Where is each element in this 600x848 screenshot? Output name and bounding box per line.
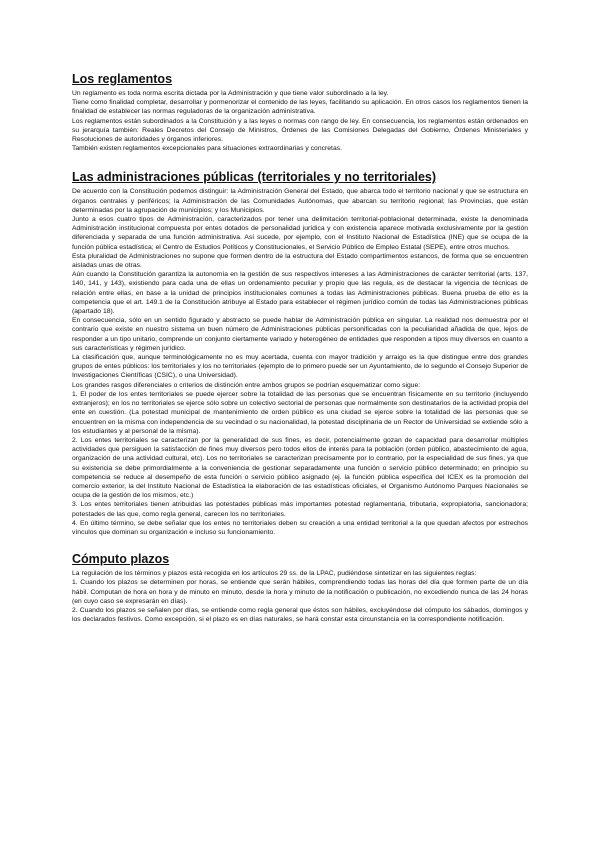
list-item: 2. Cuando los plazos se señalen por días, se entiende como regla general que éstos son hábiles, excluyéndose del cómputo los sábados, domingos y los declarados festivos. Como excepción, si el plazo es en días naturales, se hará constar esta circunstancia en la correspondiente notificación. xyxy=(72,606,528,624)
list-item: 1. El poder de los entes territoriales se puede ejercer sobre la totalidad de las personas que se encuentran físicamente en su territorio (incluyendo extranjeros); en los no territoriales se ejerce sólo sobre un colectivo sectorial de personas que normalmente son destinatarios de la actividad propia del ente en cuestión. (La potestad municipal de mantenimiento de orden público es una ciudad se ejerce sobre la totalidad de las personas que se encuentren en la misma con independencia de su vecindad o su nacionalidad, la potestad disciplinaria de un Rector de Universidad se extiende sólo a los estudiantes y al personal de la misma). xyxy=(72,390,528,435)
paragraph: Esta pluralidad de Administraciones no supone que formen dentro de la estructura del Estado compartimentos estancos, de forma que se encuentren aisladas unas de otras. xyxy=(72,252,528,270)
paragraph: De acuerdo con la Constitución podemos distinguir: la Administración General del Estado, que abarca todo el territorio nacional y que se estructura en órganos centrales y periféricos; la Administración de las Comunidades Autónomas, que abarcan su territorio regional; las Provincias, que están determinadas por la agrupación de municipios; y los Municipios. xyxy=(72,188,528,214)
section-title-reglamentos: Los reglamentos xyxy=(72,72,173,86)
paragraph: La clasificación que, aunque terminológicamente no es muy acertada, cuenta con mayor tradición y arraigo es la que distingue entre dos grandes grupos de entes públicos: los territoriales y los no territoriales (ejemplo de lo primero puede ser un Ayuntamiento, de lo segundo el Consejo Superior de Investigaciones Científicas (CSIC), o una Universidad). xyxy=(72,354,528,380)
list-item: 2. Los entes territoriales se caracterizan por la generalidad de sus fines, es decir, potencialmente gozan de capacidad para desarrollar múltiples actividades que persiguen la satisfacción de fines muy diversos pero todos ellos de interés para la población (orden público, abastecimiento de agua, organización de una actividad cultural, etc). Los no territoriales se caracterizan precisamente por lo contrario, por la especialidad de sus fines, ya que su existencia se debe primordialmente a la conveniencia de gestionar separadamente una función o servicio público determinado; en principio su competencia se reduce al desempeño de esta función o servicio público asignado (ej. la función pública específica del ICEX es la promoción del comercio exterior, la del Instituto Nacional de Estadística la elaboración de las estadísticas oficiales, el Organismo Autónomo Parques Nacionales se ocupa de la gestión de los mismos, etc.) xyxy=(72,436,528,500)
paragraph: Aún cuando la Constitución garantiza la autonomía en la gestión de sus respectivos intereses a las Administraciones de carácter territorial (arts. 137, 140, 141, y 143), existiendo para cada una de ellas un ordenamiento peculiar y propio que las regula, es de destacar la vigencia de técnicas de relación entre ellas, en base a la unidad de principios institucionales comunes a todas las Administraciones públicas. Buena prueba de ello es la competencia que el art. 149.1 de la Constitución atribuye al Estado para establecer el régimen jurídico común de todas las Administraciones públicas (apartado 18). xyxy=(72,271,528,316)
section-body-computo-plazos xyxy=(72,569,528,624)
paragraph: Junto a esos cuatro tipos de Administración, caracterizados por tener una delimitación territorial-poblacional determinada, existe la denominada Administración institucional compuesta por entes dotados de personalidad jurídica y con existencia aparece motivada exclusivamente por la gestión diferenciada y separada de una función administrativa. Así sucede, por ejemplo, con el Instituto Nacional de Estadística (INE) que se ocupa de la función pública estadística; el Centro de Estudios Políticos y Constitucionales, el Servicio Público de Empleo Estatal (SEPE), entre otros muchos. xyxy=(72,216,528,251)
list-item: 1. Cuando los plazos se determinen por horas, se entiende que serán hábiles, comprendiendo todas las horas del día que formen parte de un día hábil. Computan de hora en hora y de minuto en minuto, desde la hora y minuto de la notificación o publicación, no excediendo nunca de las 24 horas (en cuyo caso se expresarán en días). xyxy=(72,579,528,605)
paragraph: La regulación de los términos y plazos está recogida en los artículos 29 ss. de la LPAC, pudiéndose sintetizar en las siguientes reglas: xyxy=(72,570,477,578)
list-item: 3. Los entes territoriales tienen atribuidas las potestades públicas más importantes potestad reglamentaria, tributaria, expropiatoria, sancionadora; potestades de las que, como regla general, carecen los no territoriales. xyxy=(72,501,528,518)
section-title-computo-plazos: Cómputo plazos xyxy=(72,552,170,567)
paragraph: También existen reglamentos excepcionales para situaciones extraordinarias y concretas. xyxy=(72,145,343,153)
paragraph: Tiene como finalidad completar, desarrollar y pormenorizar el contenido de las leyes, facilitando su aplicación. En otros casos los reglamentos tienen la finalidad de establecer las normas reguladoras de la organización administrativa. xyxy=(72,99,528,116)
section-body-administraciones xyxy=(72,187,528,537)
paragraph: Un reglamento es toda norma escrita dictada por la Administración y que tiene valor subordinado a la ley. xyxy=(72,90,389,97)
section-title-administraciones: Las administraciones públicas (territoriales y no territoriales) xyxy=(72,170,437,185)
section-body-reglamentos xyxy=(72,89,528,153)
paragraph: Los grandes rasgos diferenciales o criterios de distinción entre ambos grupos se podrían esquematizar como sigue: xyxy=(72,381,421,389)
paragraph: En consecuencia, sólo en un sentido figurado y abstracto se puede hablar de Administración pública en singular. La realidad nos demuestra por el contrario que existe en nuestro sistema un buen número de Administraciones públicas personificadas con la peculiaridad añadida de que, lejos de responder a un tipo unitario, comprende un conjunto ciertamente variado y heterogéneo de entidades que responden a tipos muy diversos en cuanto a sus características y régimen jurídico. xyxy=(72,317,528,352)
paragraph: Los reglamentos están subordinados a la Constitución y a las leyes o normas con rango de ley. En consecuencia, los reglamentos están ordenados en su jerarquía también: Reales Decretos del Consejo de Ministros, Órdenes de las Comisiones Delegadas del Gobierno, Órdenes Ministeriales y Resoluciones de autoridades y órganos inferiores. xyxy=(72,117,528,144)
list-item: 4. En último término, se debe señalar que los entes no territoriales deben su creación a una entidad territorial a la que quedan afectos por estrechos vínculos que dominan su organización e incluso su funcionamiento. xyxy=(72,519,528,536)
